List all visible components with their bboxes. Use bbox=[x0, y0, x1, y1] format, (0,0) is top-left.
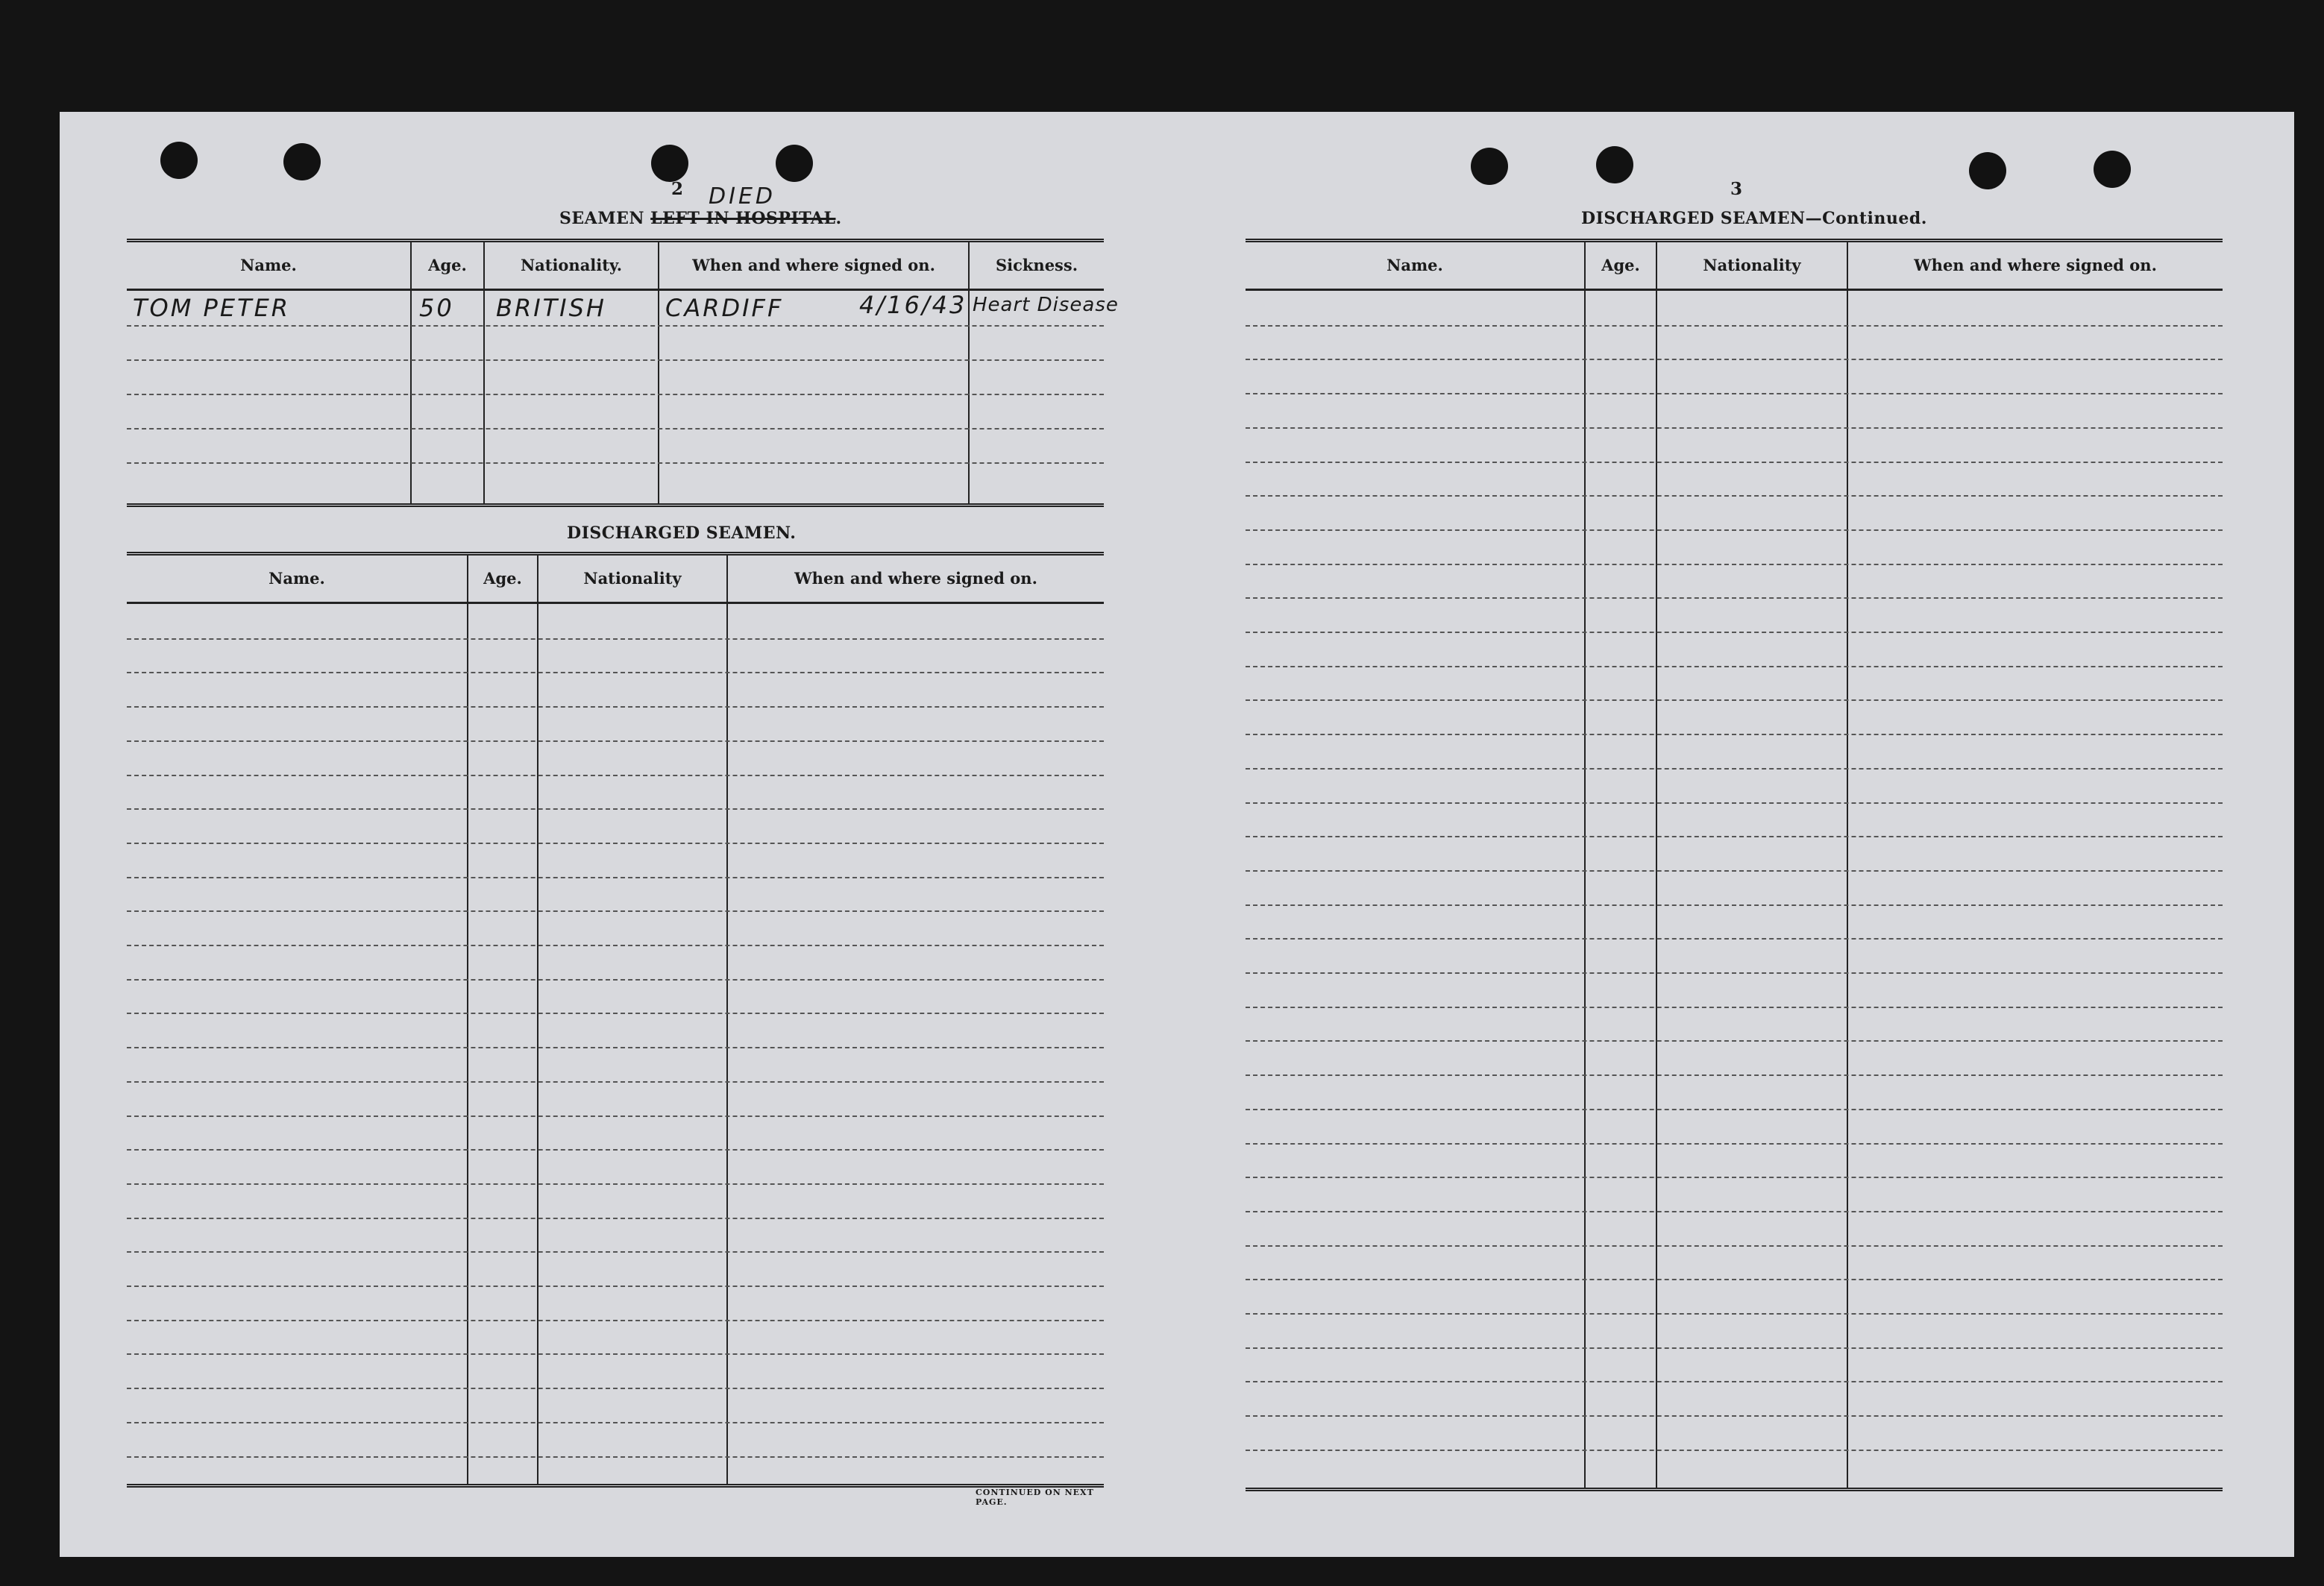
discharged-table bbox=[127, 552, 1104, 1488]
row-rule bbox=[127, 1047, 1104, 1048]
row-rule bbox=[1246, 359, 2223, 360]
page-number: 3 bbox=[1730, 179, 1743, 199]
column-header-name: Name. bbox=[1386, 256, 1443, 274]
row-rule bbox=[127, 706, 1104, 708]
row-rule bbox=[1246, 462, 2223, 463]
column-header-nationality: Nationality. bbox=[520, 256, 623, 274]
column-header-name: Name. bbox=[268, 569, 325, 588]
ledger-sheet bbox=[60, 112, 2294, 1557]
row-rule bbox=[127, 1422, 1104, 1423]
row-rule bbox=[127, 394, 1104, 395]
row-rule bbox=[127, 462, 1104, 464]
row-rule bbox=[127, 1081, 1104, 1083]
row-rule bbox=[127, 740, 1104, 742]
punch-hole bbox=[2094, 151, 2131, 188]
row-rule bbox=[127, 843, 1104, 844]
entry-signed-on-place: CARDIFF bbox=[665, 294, 784, 322]
table-header bbox=[127, 242, 1104, 291]
row-rule bbox=[127, 325, 1104, 327]
row-rule bbox=[1246, 666, 2223, 667]
punch-hole bbox=[776, 145, 813, 182]
section-heading-discharged: DISCHARGED SEAMEN. bbox=[567, 523, 797, 543]
row-rule bbox=[127, 1183, 1104, 1185]
row-rule bbox=[127, 359, 1104, 361]
row-rule bbox=[127, 1456, 1104, 1458]
row-rule bbox=[127, 638, 1104, 640]
row-rule bbox=[1246, 325, 2223, 327]
entry-sickness: Heart Disease bbox=[973, 294, 1119, 316]
discharged-rows bbox=[127, 604, 1104, 1480]
row-rule bbox=[1246, 972, 2223, 974]
row-rule bbox=[1246, 393, 2223, 394]
row-rule bbox=[1246, 1211, 2223, 1212]
died-handwritten-heading: DIED bbox=[709, 183, 776, 210]
column-header-sickness: Sickness. bbox=[995, 256, 1078, 274]
column-header-age: Age. bbox=[428, 256, 467, 274]
entry-name: TOM PETER bbox=[133, 294, 291, 322]
row-rule bbox=[127, 808, 1104, 810]
row-rule bbox=[127, 1388, 1104, 1389]
punch-hole bbox=[1471, 148, 1508, 185]
entry-age: 50 bbox=[419, 294, 454, 322]
column-header-signed-on: When and where signed on. bbox=[692, 256, 935, 274]
row-rule bbox=[1246, 495, 2223, 497]
row-rule bbox=[127, 1115, 1104, 1117]
punch-hole bbox=[1969, 152, 2006, 189]
column-header-name: Name. bbox=[240, 256, 297, 274]
page-number: 2 bbox=[671, 179, 684, 199]
column-header-signed-on: When and where signed on. bbox=[794, 569, 1037, 588]
row-rule bbox=[1246, 1109, 2223, 1110]
row-rule bbox=[127, 1149, 1104, 1151]
section-heading-discharged-continued: DISCHARGED SEAMEN—Continued. bbox=[1581, 209, 1927, 228]
table-header bbox=[127, 556, 1104, 604]
row-rule bbox=[1246, 1381, 2223, 1382]
punch-hole bbox=[1596, 146, 1633, 183]
row-rule bbox=[127, 1353, 1104, 1355]
discharged-continued-rows bbox=[1246, 291, 2223, 1484]
row-rule bbox=[127, 877, 1104, 878]
row-rule bbox=[1246, 768, 2223, 770]
row-rule bbox=[127, 1218, 1104, 1219]
row-rule bbox=[1246, 529, 2223, 531]
heading-struck-text: LEFT IN HOSPITAL bbox=[650, 209, 836, 228]
table-header bbox=[1246, 242, 2223, 291]
row-rule bbox=[1246, 1279, 2223, 1280]
row-rule bbox=[127, 979, 1104, 981]
row-rule bbox=[127, 775, 1104, 776]
row-rule bbox=[1246, 427, 2223, 429]
row-rule bbox=[127, 428, 1104, 429]
row-rule bbox=[1246, 1143, 2223, 1145]
row-rule bbox=[1246, 1347, 2223, 1349]
row-rule bbox=[1246, 1313, 2223, 1315]
column-header-nationality: Nationality bbox=[1703, 256, 1801, 274]
continued-note: CONTINUED ON NEXT PAGE. bbox=[976, 1488, 1094, 1507]
row-rule bbox=[127, 1013, 1104, 1014]
row-rule bbox=[1246, 597, 2223, 599]
row-rule bbox=[1246, 938, 2223, 940]
row-rule bbox=[127, 1320, 1104, 1321]
row-rule bbox=[1246, 1074, 2223, 1076]
row-rule bbox=[1246, 1450, 2223, 1451]
row-rule bbox=[1246, 1245, 2223, 1247]
row-rule bbox=[1246, 870, 2223, 872]
row-rule bbox=[127, 910, 1104, 912]
row-rule bbox=[1246, 1177, 2223, 1178]
died-table bbox=[127, 239, 1119, 507]
row-rule bbox=[1246, 836, 2223, 837]
row-rule bbox=[1246, 734, 2223, 735]
died-rows bbox=[127, 291, 1119, 503]
punch-hole bbox=[160, 142, 198, 179]
column-header-age: Age. bbox=[1601, 256, 1640, 274]
section-heading-seamen bbox=[559, 209, 842, 228]
column-header-signed-on: When and where signed on. bbox=[1914, 256, 2157, 274]
row-rule bbox=[1246, 802, 2223, 804]
row-rule bbox=[127, 1251, 1104, 1253]
discharged-continued-table bbox=[1246, 239, 2223, 1491]
entry-nationality: BRITISH bbox=[496, 294, 606, 322]
row-rule bbox=[1246, 1007, 2223, 1008]
row-rule bbox=[1246, 1040, 2223, 1042]
row-rule bbox=[1246, 564, 2223, 565]
punch-hole bbox=[651, 145, 688, 182]
row-rule bbox=[127, 945, 1104, 946]
punch-hole bbox=[283, 143, 321, 180]
row-rule bbox=[1246, 1415, 2223, 1417]
column-header-age: Age. bbox=[483, 569, 522, 588]
row-rule bbox=[127, 672, 1104, 673]
heading-prefix: SEAMEN bbox=[559, 209, 644, 228]
row-rule bbox=[1246, 699, 2223, 701]
entry-signed-on-date: 4/16/43 bbox=[859, 291, 967, 319]
column-header-nationality: Nationality bbox=[583, 569, 682, 588]
row-rule bbox=[127, 1286, 1104, 1287]
row-rule bbox=[1246, 632, 2223, 633]
row-rule bbox=[1246, 904, 2223, 906]
heading-suffix: . bbox=[835, 209, 842, 228]
